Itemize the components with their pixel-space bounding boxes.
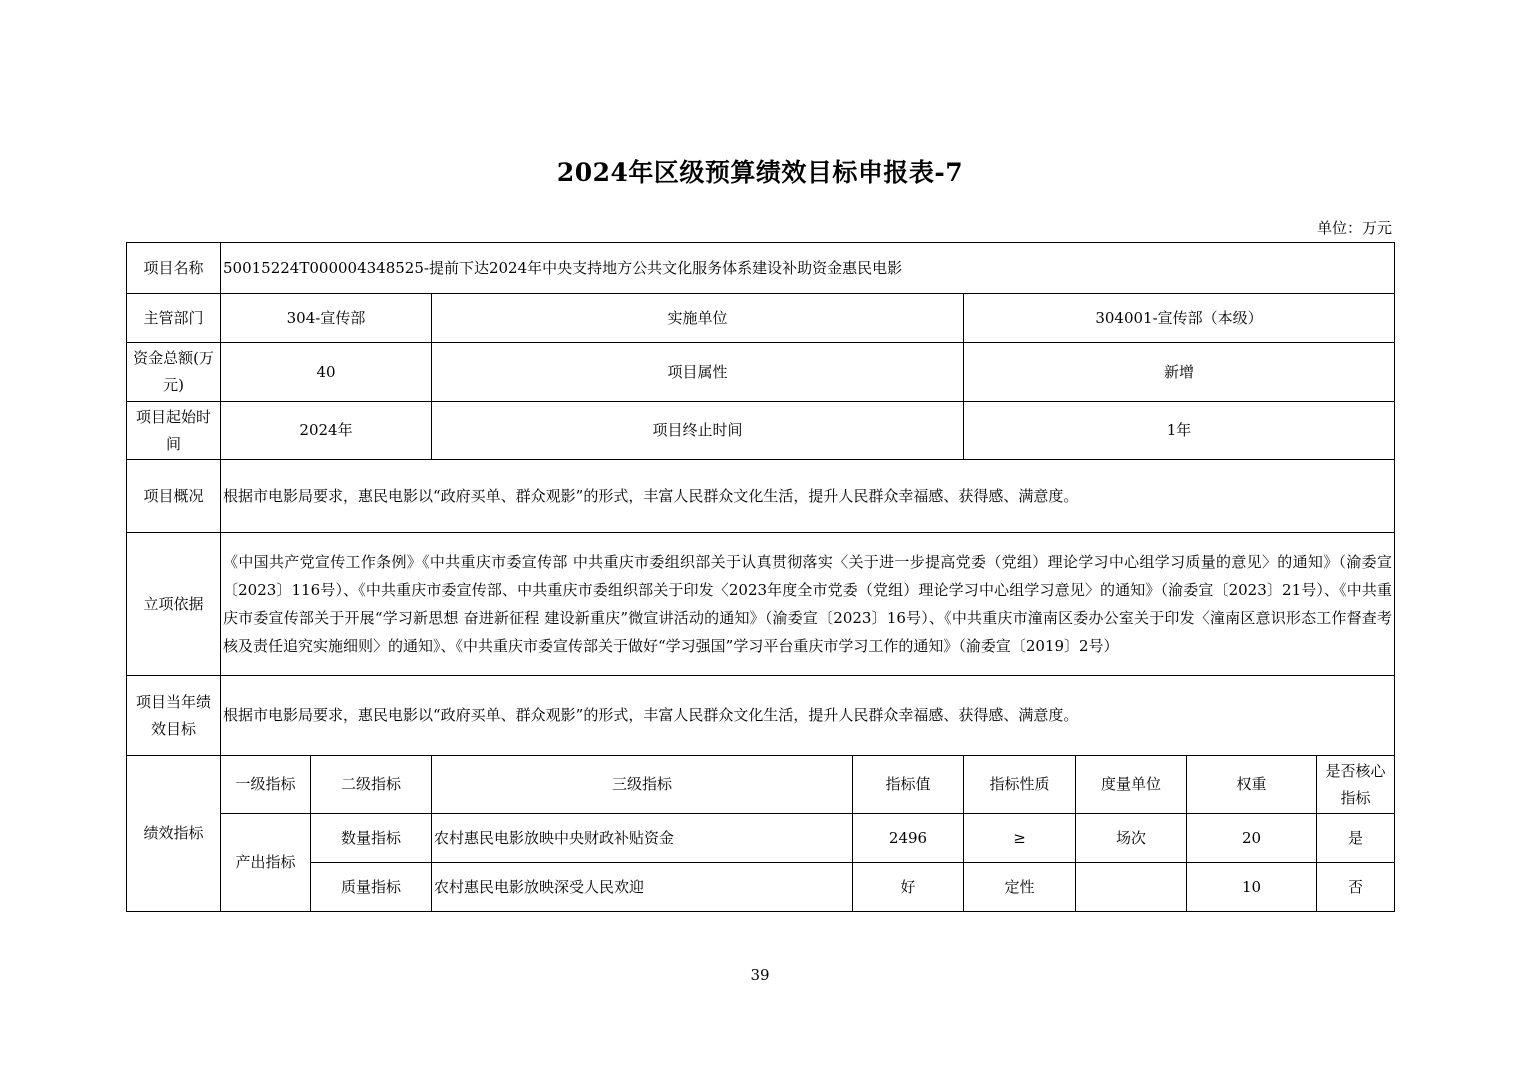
table-row xyxy=(127,814,1395,863)
unit-cell: 场次 xyxy=(1076,814,1187,863)
level3-cell: 农村惠民电影放映深受人民欢迎 xyxy=(432,863,853,912)
page-number: 39 xyxy=(750,966,770,984)
header-value: 指标值 xyxy=(853,756,964,814)
basis-value: 《中国共产党宣传工作条例》《中共重庆市委宣传部 中共重庆市委组织部关于认真贯彻落实〈关于进一步提高党委（党组）理论学习中心组学习质量的意见〉的通知》（渝委宣〔2023〕116号）、《中共重庆市委宣传部、中共重庆市委组织部关于印发〈2023年度全市党委（党组）理论学习中心组学习意见〉的通知》（渝委宣〔2023〕21号）、《中共重庆市委宣传部关于开展“学习新思想 奋进新征程 建设新重庆”微宣讲活动的通知》（渝委宣〔2023〕16号）、《中共重庆市潼南区委办公室关于印发〈潼南区意识形态工作督查考核及责任追究实施细则〉的通知》、《中共重庆市委宣传部关于做好“学习强国”学习平台重庆市学习工作的通知》（渝委宣〔2019〕2号） xyxy=(221,533,1395,676)
header-level3: 三级指标 xyxy=(432,756,853,814)
start-value: 2024年 xyxy=(221,402,432,460)
end-label: 项目终止时间 xyxy=(432,402,964,460)
attr-label: 项目属性 xyxy=(432,343,964,402)
row-funds xyxy=(127,343,1395,402)
header-level2: 二级指标 xyxy=(311,756,432,814)
basis-label: 立项依据 xyxy=(127,533,221,676)
row-department xyxy=(127,294,1395,343)
header-level1: 一级指标 xyxy=(221,756,311,814)
core-cell: 是 xyxy=(1317,814,1395,863)
row-project-name xyxy=(127,243,1395,294)
dept-label: 主管部门 xyxy=(127,294,221,343)
end-value: 1年 xyxy=(964,402,1395,460)
page-title: 2024年区级预算绩效目标申报表-7 xyxy=(556,158,964,187)
indicator-header-row xyxy=(127,756,1395,814)
unit-label: 单位：万元 xyxy=(1316,219,1392,237)
nature-cell: 定性 xyxy=(964,863,1076,912)
project-name-label: 项目名称 xyxy=(127,243,221,294)
value-cell: 2496 xyxy=(853,814,964,863)
row-overview xyxy=(127,460,1395,533)
goal-label: 项目当年绩效目标 xyxy=(127,676,221,756)
start-label: 项目起始时间 xyxy=(127,402,221,460)
header-weight: 权重 xyxy=(1187,756,1317,814)
level2-cell: 数量指标 xyxy=(311,814,432,863)
level1-output: 产出指标 xyxy=(221,814,311,912)
header-core: 是否核心指标 xyxy=(1317,756,1395,814)
dept-value: 304-宣传部 xyxy=(221,294,432,343)
impl-value: 304001-宣传部（本级） xyxy=(964,294,1395,343)
goal-value: 根据市电影局要求，惠民电影以“政府买单、群众观影”的形式，丰富人民群众文化生活，提升人民群众幸福感、获得感、满意度。 xyxy=(221,676,1395,756)
indicators-section-label: 绩效指标 xyxy=(127,756,221,912)
table-row xyxy=(127,863,1395,912)
core-cell: 否 xyxy=(1317,863,1395,912)
funds-value: 40 xyxy=(221,343,432,402)
level2-cell: 质量指标 xyxy=(311,863,432,912)
overview-label: 项目概况 xyxy=(127,460,221,533)
row-goal xyxy=(127,676,1395,756)
nature-cell: ≥ xyxy=(964,814,1076,863)
impl-label: 实施单位 xyxy=(432,294,964,343)
funds-label: 资金总额(万元) xyxy=(127,343,221,402)
project-name-value: 50015224T000004348525-提前下达2024年中央支持地方公共文化服务体系建设补助资金惠民电影 xyxy=(221,243,1395,294)
header-unit: 度量单位 xyxy=(1076,756,1187,814)
budget-performance-table xyxy=(126,242,1395,912)
row-time xyxy=(127,402,1395,460)
weight-cell: 20 xyxy=(1187,814,1317,863)
overview-value: 根据市电影局要求，惠民电影以“政府买单、群众观影”的形式，丰富人民群众文化生活，提升人民群众幸福感、获得感、满意度。 xyxy=(221,460,1395,533)
unit-cell xyxy=(1076,863,1187,912)
header-nature: 指标性质 xyxy=(964,756,1076,814)
attr-value: 新增 xyxy=(964,343,1395,402)
weight-cell: 10 xyxy=(1187,863,1317,912)
row-basis xyxy=(127,533,1395,676)
value-cell: 好 xyxy=(853,863,964,912)
level3-cell: 农村惠民电影放映中央财政补贴资金 xyxy=(432,814,853,863)
